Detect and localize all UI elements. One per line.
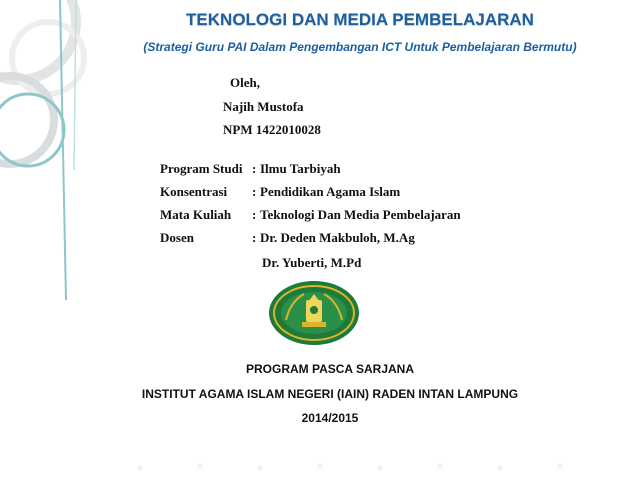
slide-subtitle: (Strategi Guru PAI Dalam Pengembangan ICT Untuk Pembelajaran Bermutu) bbox=[143, 40, 577, 54]
detail-separator: : bbox=[252, 230, 257, 245]
author-name: Najih Mustofa bbox=[223, 99, 304, 114]
detail-separator: : bbox=[252, 161, 257, 176]
detail-separator: : bbox=[252, 207, 257, 222]
by-label: Oleh, bbox=[230, 75, 260, 90]
author-npm: NPM 1422010028 bbox=[223, 122, 321, 137]
institution-name: INSTITUT AGAMA ISLAM NEGERI (IAIN) RADEN INTAN LAMPUNG bbox=[141, 387, 519, 401]
detail-row-lecturer bbox=[160, 230, 461, 253]
detail-separator: : bbox=[252, 184, 257, 199]
detail-label: Mata Kuliah bbox=[160, 207, 232, 222]
detail-label: Dosen bbox=[160, 230, 194, 245]
program-name: PROGRAM PASCA SARJANA bbox=[245, 362, 414, 376]
academic-year: 2014/2015 bbox=[301, 411, 359, 425]
second-lecturer: Dr. Yuberti, M.Pd bbox=[262, 255, 362, 270]
detail-value: Pendidikan Agama Islam bbox=[260, 184, 401, 199]
iain-logo-icon bbox=[268, 280, 360, 346]
detail-label: Program Studi bbox=[160, 161, 243, 176]
detail-value: Teknologi Dan Media Pembelajaran bbox=[260, 207, 461, 222]
detail-row-concentration bbox=[160, 184, 461, 207]
slide-title: TEKNOLOGI DAN MEDIA PEMBELAJARAN bbox=[186, 10, 534, 29]
detail-value: Dr. Deden Makbuloh, M.Ag bbox=[260, 230, 415, 245]
detail-value: Ilmu Tarbiyah bbox=[260, 161, 341, 176]
details-list bbox=[160, 161, 461, 253]
detail-row-program bbox=[160, 161, 461, 184]
detail-label: Konsentrasi bbox=[160, 184, 228, 199]
detail-row-course bbox=[160, 207, 461, 230]
